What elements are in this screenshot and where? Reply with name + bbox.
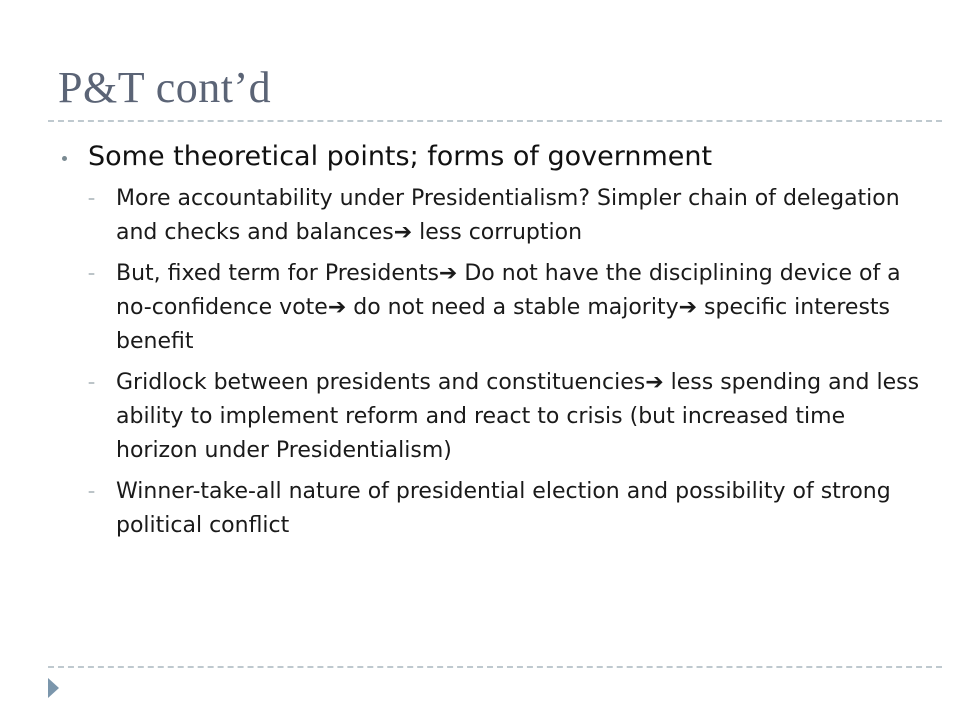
subpoint-text-segment: specific interests benefit xyxy=(116,295,891,354)
slide-body xyxy=(62,138,922,550)
bottom-divider xyxy=(48,666,942,668)
dash-marker: – xyxy=(88,484,95,500)
subpoint-text-segment: More accountability under Presidentialism? Simpler chain of delegation and checks and balances xyxy=(116,186,900,245)
subpoint-text xyxy=(116,370,919,463)
subpoint-text-segment: Gridlock between presidents and constituencies xyxy=(116,370,646,395)
right-arrow-icon: ➔ xyxy=(327,295,347,320)
slide-title: P&T cont’d xyxy=(58,63,272,112)
subpoint-text xyxy=(116,479,891,538)
dash-marker: – xyxy=(88,266,95,282)
subpoint-text-segment: less corruption xyxy=(412,220,583,245)
subpoint-text-segment: do not need a stable majority xyxy=(346,295,679,320)
subpoint-item xyxy=(88,475,922,543)
subpoint-item xyxy=(88,182,922,250)
main-bullet xyxy=(62,138,922,176)
subpoint-text-segment: Winner-take-all nature of presidential election and possibility of strong political conflict xyxy=(116,479,891,538)
dash-marker: – xyxy=(88,375,95,391)
top-divider xyxy=(48,120,942,122)
main-bullet-text: Some theoretical points; forms of government xyxy=(88,141,713,172)
right-arrow-icon: ➔ xyxy=(438,261,458,286)
right-arrow-icon: ➔ xyxy=(393,220,413,245)
dash-marker: – xyxy=(88,191,95,207)
subpoint-text-segment: less spending and less ability to implement reform and react to crisis (but increased time horizon under Presidentialism) xyxy=(116,370,920,463)
subpoint-text-segment: Do not have the disciplining device of a no-confidence vote xyxy=(116,261,901,320)
subpoint-text-segment: But, fixed term for Presidents xyxy=(116,261,439,286)
right-arrow-icon: ➔ xyxy=(678,295,698,320)
subpoint-item xyxy=(88,257,922,359)
round-bullet-icon xyxy=(62,156,67,161)
subpoint-item xyxy=(88,366,922,468)
subpoint-list xyxy=(62,182,922,543)
subpoint-text xyxy=(116,186,900,245)
right-arrow-icon: ➔ xyxy=(645,370,664,395)
subpoint-text xyxy=(116,261,901,354)
triangle-nav-icon xyxy=(48,678,59,698)
